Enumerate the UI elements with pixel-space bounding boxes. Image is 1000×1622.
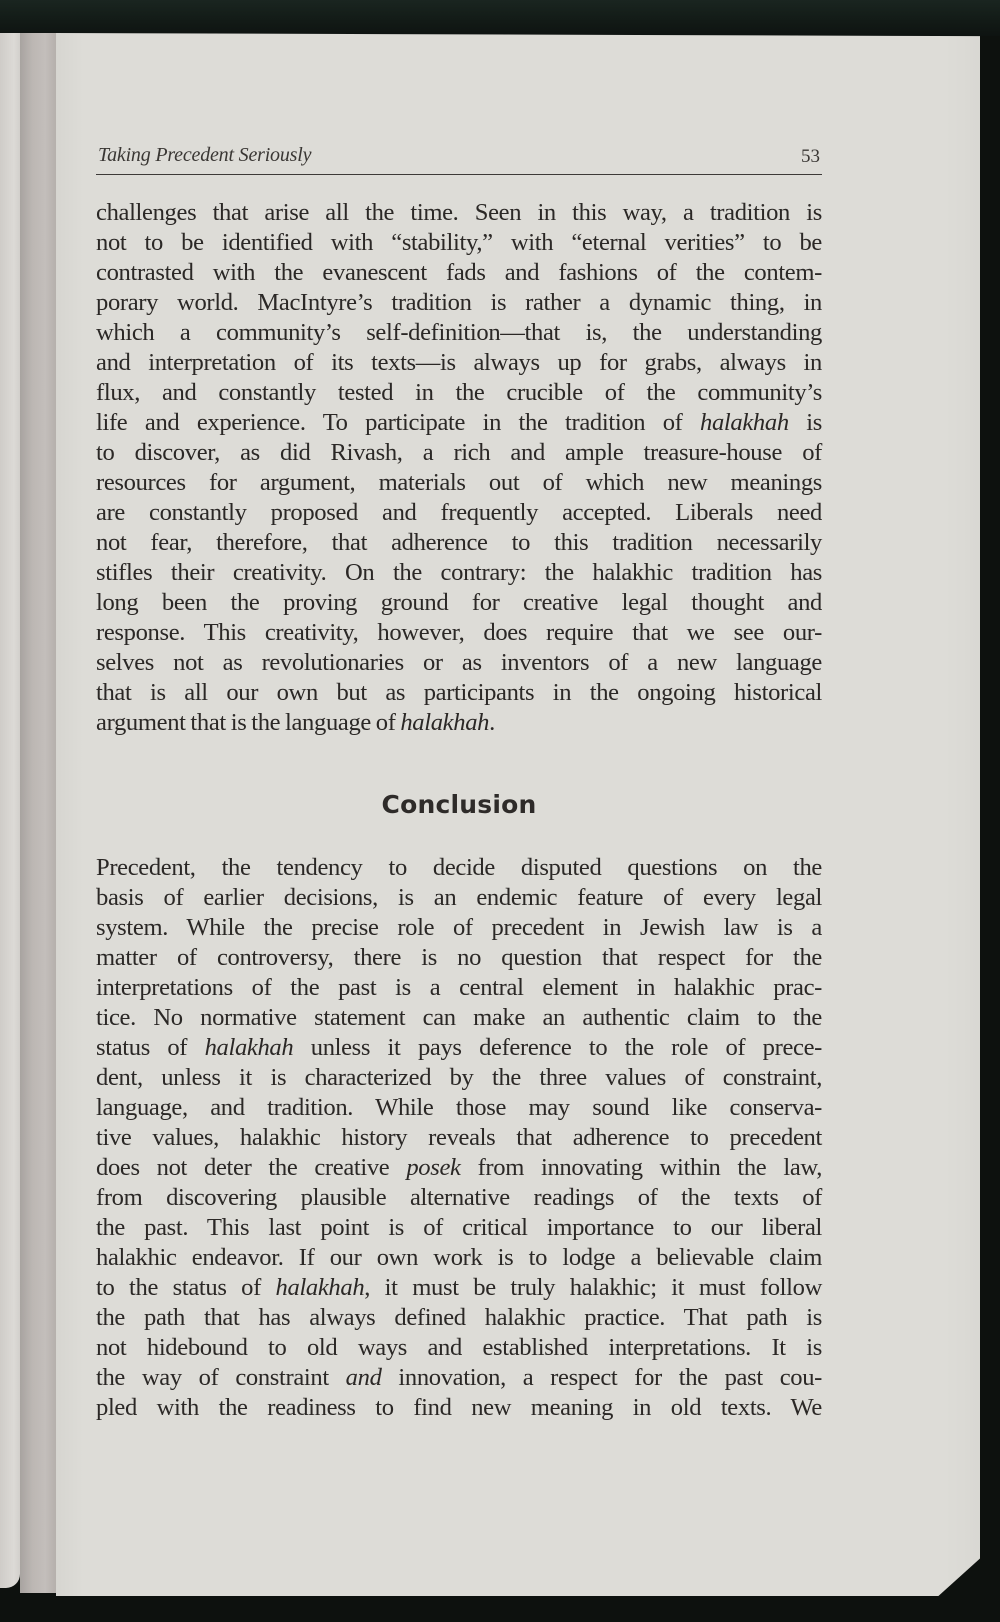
text-line: system. While the precise role of precedent in Jewish law is a — [96, 914, 822, 941]
italic-term: halakhah — [204, 1034, 294, 1061]
text-line: language, and tradition. While those may sound like conserva- — [96, 1094, 822, 1121]
text-line: porary world. MacIntyre’s tradition is rather a dynamic thing, in — [96, 289, 822, 316]
text-line: challenges that arise all the time. Seen in this way, a tradition is — [96, 199, 822, 226]
text-line: flux, and constantly tested in the crucible of the community’s — [96, 379, 822, 406]
text-line: the past. This last point is of critical importance to our liberal — [96, 1214, 822, 1241]
text-line: Precedent, the tendency to decide disputed questions on the — [96, 854, 822, 881]
italic-term: halakhah — [275, 1274, 365, 1301]
page-number: 53 — [801, 146, 820, 167]
text-line: life and experience. To participate in the tradition of halakhah is — [96, 409, 822, 436]
text-line: stifles their creativity. On the contrary: the halakhic tradition has — [96, 559, 822, 586]
text-line: to the status of halakhah, it must be truly halakhic; it must follow — [96, 1274, 822, 1301]
text-line: resources for argument, materials out of which new meanings — [96, 469, 822, 496]
italic-term: and — [345, 1364, 382, 1391]
text-line: does not deter the creative posek from innovating within the law, — [96, 1154, 822, 1181]
text-line: the path that has always defined halakhic practice. That path is — [96, 1304, 822, 1331]
italic-term: halakhah — [700, 409, 789, 436]
text-line: long been the proving ground for creative legal thought and — [96, 589, 822, 616]
text-line: matter of controversy, there is no question that respect for the — [96, 944, 822, 971]
text-line: status of halakhah unless it pays deference to the role of prece- — [96, 1034, 822, 1061]
text-line: not to be identified with “stability,” with “eternal verities” to be — [96, 229, 822, 256]
text-line: dent, unless it is characterized by the three values of constraint, — [96, 1064, 822, 1091]
text-line: pled with the readiness to find new meaning in old texts. We — [96, 1394, 822, 1421]
text-line: interpretations of the past is a central element in halakhic prac- — [96, 974, 822, 1001]
text-line: are constantly proposed and frequently accepted. Liberals need — [96, 499, 822, 526]
italic-term: posek — [406, 1154, 461, 1181]
body-paragraph-2 — [96, 853, 822, 1423]
facing-page-edge — [0, 33, 20, 1588]
body-paragraph-1 — [96, 198, 822, 738]
running-head-title: Taking Precedent Seriously — [98, 144, 312, 166]
text-line: from discovering plausible alternative readings of the texts of — [96, 1184, 822, 1211]
text-line: tive values, halakhic history reveals that adherence to precedent — [96, 1124, 822, 1151]
text-line: which a community’s self-definition—that is, the understanding — [96, 319, 822, 346]
text-line: response. This creativity, however, does require that we see our- — [96, 619, 822, 646]
section-heading: Conclusion — [381, 790, 537, 819]
text-line: the way of constraint and innovation, a respect for the past cou- — [96, 1364, 822, 1391]
text-line: argument that is the language of halakhah. — [96, 709, 495, 736]
text-line: not fear, therefore, that adherence to this tradition necessarily — [96, 529, 822, 556]
text-line: that is all our own but as participants in the ongoing historical — [96, 679, 822, 706]
text-line: basis of earlier decisions, is an endemic feature of every legal — [96, 884, 822, 911]
text-line: to discover, as did Rivash, a rich and ample treasure-house of — [96, 439, 822, 466]
text-line: not hidebound to old ways and established interpretations. It is — [96, 1334, 822, 1361]
text-line: halakhic endeavor. If our own work is to lodge a believable claim — [96, 1244, 822, 1271]
text-line: contrasted with the evanescent fads and fashions of the contem- — [96, 259, 822, 286]
italic-term: halakhah — [400, 709, 490, 736]
text-line: selves not as revolutionaries or as inventors of a new language — [96, 649, 822, 676]
book-cover-edge — [0, 0, 1000, 36]
running-head — [96, 140, 822, 175]
text-line: tice. No normative statement can make an authentic claim to the — [96, 1004, 822, 1031]
book-gutter — [20, 33, 56, 1593]
text-line: and interpretation of its texts—is always up for grabs, always in — [96, 349, 822, 376]
